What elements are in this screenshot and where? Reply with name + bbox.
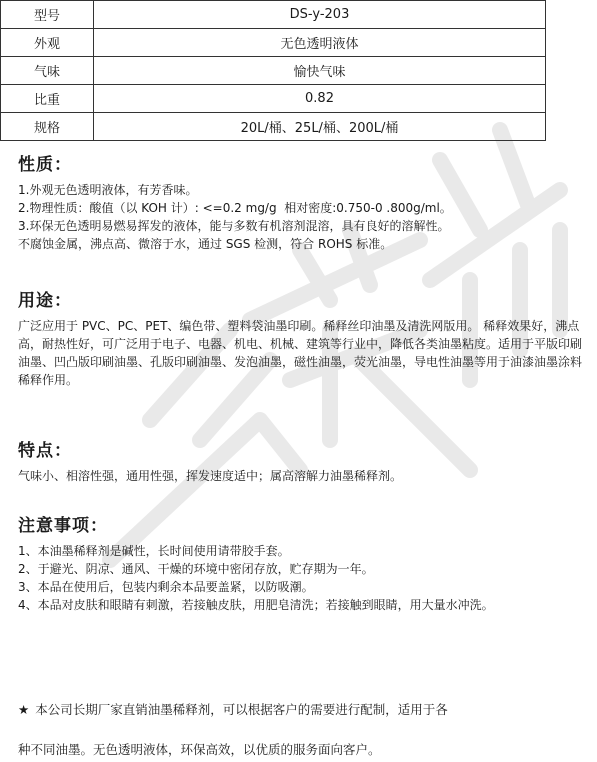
caution-line: 3、本品在使用后，包装内剩余本品要盖紧，以防吸潮。 [18,580,314,594]
footer-text-1: 本公司长期厂家直销油墨稀释剂，可以根据客户的需要进行配制，适用于各 [35,702,448,717]
properties-line: 2.物理性质：酸值（以 KOH 计）: <=0.2 mg/g 相对密度:0.750-0 .800g/ml。 [18,201,452,215]
features-heading: 特点： [18,441,72,461]
spec-key: 比重 [1,85,94,113]
properties-line: 1.外观无色透明液体，有芳香味。 [18,183,198,197]
properties-heading: 性质： [18,155,72,175]
spec-row [1,113,546,141]
properties-section [18,150,583,253]
spec-value: 无色透明液体 [94,29,546,57]
cautions-heading: 注意事项： [18,516,108,536]
spec-row [1,57,546,85]
spec-value: 0.82 [94,85,546,113]
usage-heading: 用途： [18,291,72,311]
spec-row [1,29,546,57]
star-icon: ★ [18,702,30,717]
footer-note-line2 [18,740,583,758]
spec-value: DS-y-203 [94,1,546,29]
spec-key: 外观 [1,29,94,57]
features-section [18,436,583,485]
usage-section [18,286,583,389]
footer-text-2: 种不同油墨。无色透明液体，环保高效，以优质的服务面向客户。 [18,742,381,757]
spec-key: 规格 [1,113,94,141]
properties-line: 3.环保无色透明易燃易挥发的液体，能与多数有机溶剂混溶，具有良好的溶解性。 [18,219,450,233]
usage-text: 广泛应用于 PVC、PC、PET、编色带、塑料袋油墨印刷。稀释丝印油墨及清洗网版用。 稀释效果好，沸点高，耐热性好，可广泛用于电子、电器、机电、机械、建筑等行业中，降低各类油墨粘度。适用于平版印刷油墨、凹凸版印刷油墨、孔版印刷油墨、发泡油墨，磁性油墨，荧光油墨，导电性油墨等用于油漆油墨涂料稀释作用。 [18,319,583,387]
properties-line: 不腐蚀金属，沸点高、微溶于水，通过 SGS 检测，符合 ROHS 标准。 [18,237,393,251]
spec-row [1,85,546,113]
spec-value: 20L/桶、25L/桶、200L/桶 [94,113,546,141]
spec-table [0,0,546,141]
spec-value: 愉快气味 [94,57,546,85]
footer-note-line1 [18,700,583,718]
cautions-section [18,511,583,614]
caution-line: 1、本油墨稀释剂是碱性，长时间使用请带胶手套。 [18,544,290,558]
caution-line: 2、于避光、阴凉、通风、干燥的环境中密闭存放，贮存期为一年。 [18,562,374,576]
spec-row [1,1,546,29]
spec-key: 型号 [1,1,94,29]
caution-line: 4、本品对皮肤和眼睛有刺激，若接触皮肤，用肥皂清洗；若接触到眼睛，用大量水冲洗。 [18,598,494,612]
spec-key: 气味 [1,57,94,85]
features-text: 气味小、相溶性强，通用性强，挥发速度适中；属高溶解力油墨稀释剂。 [18,469,403,483]
